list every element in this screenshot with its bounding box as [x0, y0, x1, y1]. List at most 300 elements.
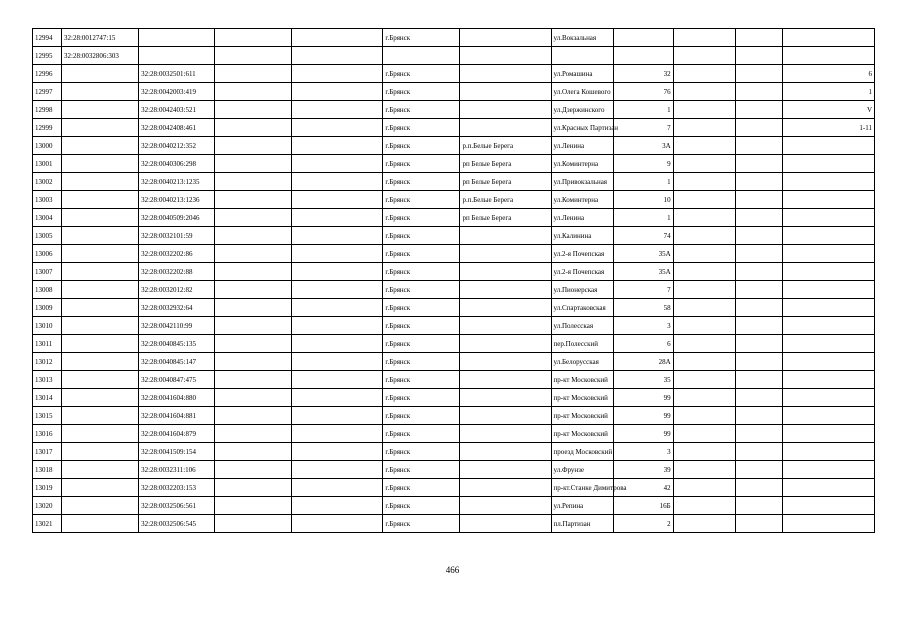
locality-cell: р.п.Белые Берега — [460, 137, 551, 155]
cadastral-number-a-cell — [62, 497, 139, 515]
empty-cell — [215, 461, 292, 479]
cadastral-number-a-cell — [62, 479, 139, 497]
house-number-cell: 99 — [613, 407, 673, 425]
cadastral-number-a-cell — [62, 191, 139, 209]
cadastral-number-a-cell — [62, 299, 139, 317]
empty-cell — [215, 29, 292, 47]
record-id-cell: 12997 — [33, 83, 62, 101]
cadastral-number-b-cell: 32:28:0032506:545 — [139, 515, 215, 533]
street-cell: пр-кт Московский — [551, 407, 613, 425]
empty-cell — [292, 443, 383, 461]
empty-cell — [215, 191, 292, 209]
street-cell: ул.Дзержинского — [551, 101, 613, 119]
empty-cell — [735, 209, 782, 227]
record-id-cell: 13000 — [33, 137, 62, 155]
house-number-cell: 1 — [613, 209, 673, 227]
record-id-cell: 13018 — [33, 461, 62, 479]
empty-cell — [292, 479, 383, 497]
record-id-cell: 13007 — [33, 263, 62, 281]
cadastral-number-b-cell: 32:28:0040306:298 — [139, 155, 215, 173]
locality-cell — [460, 443, 551, 461]
empty-cell — [292, 227, 383, 245]
cadastral-number-b-cell: 32:28:0042408:461 — [139, 119, 215, 137]
empty-cell — [673, 263, 735, 281]
locality-cell — [460, 497, 551, 515]
city-cell: г.Брянск — [383, 425, 460, 443]
record-id-cell: 13008 — [33, 281, 62, 299]
cadastral-number-a-cell: 32:28:0012747:15 — [62, 29, 139, 47]
cadastral-number-a-cell — [62, 317, 139, 335]
empty-cell — [292, 281, 383, 299]
empty-cell — [673, 443, 735, 461]
city-cell: г.Брянск — [383, 497, 460, 515]
table-row — [33, 191, 875, 209]
cadastral-number-a-cell — [62, 209, 139, 227]
building-cell — [782, 515, 874, 533]
cadastral-number-b-cell: 32:28:0032501:611 — [139, 65, 215, 83]
street-cell — [551, 47, 613, 65]
house-number-cell: 35А — [613, 263, 673, 281]
building-cell — [782, 371, 874, 389]
table-row — [33, 245, 875, 263]
empty-cell — [215, 209, 292, 227]
table-row — [33, 317, 875, 335]
city-cell: г.Брянск — [383, 173, 460, 191]
empty-cell — [673, 515, 735, 533]
empty-cell — [215, 47, 292, 65]
locality-cell — [460, 119, 551, 137]
city-cell: г.Брянск — [383, 281, 460, 299]
street-cell: ул.Привокзальная — [551, 173, 613, 191]
empty-cell — [735, 281, 782, 299]
city-cell: г.Брянск — [383, 119, 460, 137]
empty-cell — [735, 83, 782, 101]
empty-cell — [215, 83, 292, 101]
street-cell: проезд Московский — [551, 443, 613, 461]
table-row — [33, 227, 875, 245]
street-cell: пл.Партизан — [551, 515, 613, 533]
empty-cell — [292, 497, 383, 515]
empty-cell — [292, 299, 383, 317]
building-cell — [782, 425, 874, 443]
cadastral-number-b-cell: 32:28:0032012:82 — [139, 281, 215, 299]
cadastral-number-b-cell: 32:28:0032101:59 — [139, 227, 215, 245]
table-row — [33, 299, 875, 317]
street-cell: ул.Олега Кошевого — [551, 83, 613, 101]
empty-cell — [673, 281, 735, 299]
cadastral-number-a-cell — [62, 407, 139, 425]
cadastral-number-a-cell — [62, 281, 139, 299]
house-number-cell: 28А — [613, 353, 673, 371]
empty-cell — [215, 353, 292, 371]
empty-cell — [292, 65, 383, 83]
empty-cell — [292, 263, 383, 281]
building-cell — [782, 407, 874, 425]
city-cell: г.Брянск — [383, 515, 460, 533]
building-cell — [782, 209, 874, 227]
empty-cell — [735, 29, 782, 47]
house-number-cell: 3 — [613, 317, 673, 335]
record-id-cell: 13012 — [33, 353, 62, 371]
city-cell: г.Брянск — [383, 443, 460, 461]
street-cell: ул.Ромашина — [551, 65, 613, 83]
house-number-cell: 58 — [613, 299, 673, 317]
table-row — [33, 47, 875, 65]
table-row — [33, 173, 875, 191]
empty-cell — [735, 389, 782, 407]
cadastral-number-b-cell: 32:28:0040847:475 — [139, 371, 215, 389]
record-id-cell: 13009 — [33, 299, 62, 317]
empty-cell — [215, 497, 292, 515]
building-cell — [782, 29, 874, 47]
empty-cell — [673, 137, 735, 155]
cadastral-number-b-cell: 32:28:0040213:1236 — [139, 191, 215, 209]
table-row — [33, 425, 875, 443]
record-id-cell: 12994 — [33, 29, 62, 47]
city-cell: г.Брянск — [383, 335, 460, 353]
house-number-cell: 32 — [613, 65, 673, 83]
locality-cell — [460, 29, 551, 47]
city-cell: г.Брянск — [383, 29, 460, 47]
city-cell: г.Брянск — [383, 155, 460, 173]
record-id-cell: 13010 — [33, 317, 62, 335]
table-row — [33, 497, 875, 515]
building-cell — [782, 335, 874, 353]
city-cell: г.Брянск — [383, 479, 460, 497]
empty-cell — [735, 371, 782, 389]
cadastral-number-b-cell: 32:28:0042110:99 — [139, 317, 215, 335]
empty-cell — [292, 155, 383, 173]
locality-cell — [460, 425, 551, 443]
city-cell: г.Брянск — [383, 227, 460, 245]
cadastral-number-b-cell: 32:28:0040212:352 — [139, 137, 215, 155]
empty-cell — [735, 299, 782, 317]
empty-cell — [292, 407, 383, 425]
record-id-cell: 13017 — [33, 443, 62, 461]
empty-cell — [735, 137, 782, 155]
record-id-cell: 12999 — [33, 119, 62, 137]
house-number-cell: 7 — [613, 119, 673, 137]
empty-cell — [673, 65, 735, 83]
empty-cell — [673, 407, 735, 425]
table-row — [33, 209, 875, 227]
locality-cell — [460, 389, 551, 407]
record-id-cell: 13016 — [33, 425, 62, 443]
cadastral-number-b-cell: 32:28:0041604:879 — [139, 425, 215, 443]
street-cell: ул.Ленина — [551, 209, 613, 227]
record-id-cell: 13004 — [33, 209, 62, 227]
table-row — [33, 101, 875, 119]
locality-cell — [460, 353, 551, 371]
empty-cell — [735, 119, 782, 137]
house-number-cell: 99 — [613, 389, 673, 407]
cadastral-number-a-cell — [62, 389, 139, 407]
cadastral-number-a-cell — [62, 353, 139, 371]
empty-cell — [292, 335, 383, 353]
cadastral-number-a-cell — [62, 443, 139, 461]
record-id-cell: 12998 — [33, 101, 62, 119]
empty-cell — [735, 515, 782, 533]
record-id-cell: 13019 — [33, 479, 62, 497]
locality-cell — [460, 101, 551, 119]
empty-cell — [215, 389, 292, 407]
city-cell: г.Брянск — [383, 263, 460, 281]
empty-cell — [215, 155, 292, 173]
locality-cell — [460, 479, 551, 497]
empty-cell — [735, 227, 782, 245]
cadastral-number-a-cell — [62, 461, 139, 479]
record-id-cell: 13005 — [33, 227, 62, 245]
building-cell — [782, 461, 874, 479]
locality-cell — [460, 335, 551, 353]
building-cell — [782, 497, 874, 515]
empty-cell — [292, 353, 383, 371]
empty-cell — [735, 425, 782, 443]
cadastral-number-b-cell: 32:28:0032311:106 — [139, 461, 215, 479]
empty-cell — [215, 443, 292, 461]
house-number-cell: 7 — [613, 281, 673, 299]
street-cell: пер.Полесский — [551, 335, 613, 353]
cadastral-number-a-cell — [62, 101, 139, 119]
table-row — [33, 389, 875, 407]
locality-cell: рп Белые Берега — [460, 155, 551, 173]
cadastral-number-b-cell: 32:28:0032202:86 — [139, 245, 215, 263]
empty-cell — [673, 425, 735, 443]
record-id-cell: 13021 — [33, 515, 62, 533]
building-cell — [782, 353, 874, 371]
empty-cell — [292, 425, 383, 443]
table-row — [33, 515, 875, 533]
house-number-cell: 2 — [613, 515, 673, 533]
record-id-cell: 12996 — [33, 65, 62, 83]
empty-cell — [735, 317, 782, 335]
cadastral-number-a-cell — [62, 155, 139, 173]
cadastral-number-b-cell: 32:28:0040213:1235 — [139, 173, 215, 191]
city-cell: г.Брянск — [383, 371, 460, 389]
table-row — [33, 29, 875, 47]
house-number-cell: 76 — [613, 83, 673, 101]
record-id-cell: 12995 — [33, 47, 62, 65]
empty-cell — [735, 443, 782, 461]
city-cell: г.Брянск — [383, 299, 460, 317]
house-number-cell: 6 — [613, 335, 673, 353]
empty-cell — [735, 263, 782, 281]
city-cell: г.Брянск — [383, 137, 460, 155]
empty-cell — [735, 479, 782, 497]
house-number-cell: 1 — [613, 173, 673, 191]
city-cell: г.Брянск — [383, 65, 460, 83]
empty-cell — [673, 47, 735, 65]
empty-cell — [215, 65, 292, 83]
empty-cell — [215, 299, 292, 317]
street-cell: пр-кт Московский — [551, 389, 613, 407]
cadastral-number-a-cell — [62, 137, 139, 155]
street-cell: ул.Ленина — [551, 137, 613, 155]
house-number-cell: 10 — [613, 191, 673, 209]
empty-cell — [292, 191, 383, 209]
locality-cell — [460, 407, 551, 425]
city-cell: г.Брянск — [383, 191, 460, 209]
street-cell: пр-кт.Станке Димитрова — [551, 479, 613, 497]
city-cell: г.Брянск — [383, 209, 460, 227]
cadastral-number-a-cell — [62, 83, 139, 101]
house-number-cell: 35А — [613, 245, 673, 263]
street-cell: ул.Фрунзе — [551, 461, 613, 479]
city-cell: г.Брянск — [383, 461, 460, 479]
table-row — [33, 119, 875, 137]
empty-cell — [292, 317, 383, 335]
locality-cell: рп Белые Берега — [460, 173, 551, 191]
empty-cell — [735, 191, 782, 209]
building-cell — [782, 227, 874, 245]
house-number-cell: 42 — [613, 479, 673, 497]
empty-cell — [292, 101, 383, 119]
empty-cell — [215, 119, 292, 137]
empty-cell — [673, 173, 735, 191]
empty-cell — [735, 353, 782, 371]
cadastral-number-b-cell: 32:28:0032506:561 — [139, 497, 215, 515]
cadastral-number-a-cell — [62, 173, 139, 191]
record-id-cell: 13013 — [33, 371, 62, 389]
table-row — [33, 335, 875, 353]
empty-cell — [735, 407, 782, 425]
building-cell — [782, 155, 874, 173]
street-cell: ул.Репина — [551, 497, 613, 515]
building-cell — [782, 47, 874, 65]
house-number-cell: 9 — [613, 155, 673, 173]
city-cell — [383, 47, 460, 65]
table-row — [33, 353, 875, 371]
empty-cell — [215, 407, 292, 425]
street-cell: ул.Калинина — [551, 227, 613, 245]
cadastral-number-a-cell — [62, 119, 139, 137]
record-id-cell: 13006 — [33, 245, 62, 263]
city-cell: г.Брянск — [383, 83, 460, 101]
street-cell: ул.2-я Почепская — [551, 263, 613, 281]
empty-cell — [735, 461, 782, 479]
locality-cell — [460, 47, 551, 65]
cadastral-number-a-cell — [62, 335, 139, 353]
building-cell: V — [782, 101, 874, 119]
building-cell — [782, 137, 874, 155]
building-cell — [782, 299, 874, 317]
street-cell: ул.2-я Почепская — [551, 245, 613, 263]
empty-cell — [735, 173, 782, 191]
empty-cell — [673, 83, 735, 101]
empty-cell — [735, 155, 782, 173]
empty-cell — [292, 389, 383, 407]
cadastral-number-b-cell: 32:28:0032203:153 — [139, 479, 215, 497]
table-row — [33, 407, 875, 425]
empty-cell — [673, 497, 735, 515]
street-cell: ул.Пионерская — [551, 281, 613, 299]
cadastral-number-b-cell — [139, 29, 215, 47]
house-number-cell: 3А — [613, 137, 673, 155]
empty-cell — [735, 101, 782, 119]
record-id-cell: 13002 — [33, 173, 62, 191]
locality-cell — [460, 245, 551, 263]
house-number-cell: 99 — [613, 425, 673, 443]
table-row — [33, 155, 875, 173]
empty-cell — [215, 281, 292, 299]
street-cell: ул.Красных Партизан — [551, 119, 613, 137]
house-number-cell — [613, 29, 673, 47]
cadastral-number-b-cell: 32:28:0041604:880 — [139, 389, 215, 407]
city-cell: г.Брянск — [383, 353, 460, 371]
house-number-cell: 16Б — [613, 497, 673, 515]
empty-cell — [215, 425, 292, 443]
empty-cell — [673, 479, 735, 497]
locality-cell — [460, 263, 551, 281]
street-cell: пр-кт Московский — [551, 425, 613, 443]
cadastral-number-a-cell — [62, 425, 139, 443]
locality-cell — [460, 65, 551, 83]
cadastral-number-a-cell: 32:28:0032806:303 — [62, 47, 139, 65]
empty-cell — [292, 371, 383, 389]
empty-cell — [673, 371, 735, 389]
building-cell — [782, 191, 874, 209]
building-cell: 1 — [782, 83, 874, 101]
city-cell: г.Брянск — [383, 317, 460, 335]
cadastral-number-b-cell — [139, 47, 215, 65]
empty-cell — [673, 227, 735, 245]
cadastral-number-a-cell — [62, 515, 139, 533]
city-cell: г.Брянск — [383, 389, 460, 407]
empty-cell — [215, 317, 292, 335]
street-cell: ул.Белорусская — [551, 353, 613, 371]
street-cell: ул.Спартаковская — [551, 299, 613, 317]
street-cell: ул.Коминтерна — [551, 155, 613, 173]
locality-cell — [460, 371, 551, 389]
locality-cell — [460, 317, 551, 335]
locality-cell — [460, 227, 551, 245]
table-row — [33, 443, 875, 461]
empty-cell — [292, 137, 383, 155]
house-number-cell — [613, 47, 673, 65]
locality-cell: р.п.Белые Берега — [460, 191, 551, 209]
page-number: 466 — [445, 565, 460, 575]
cadastral-number-a-cell — [62, 65, 139, 83]
empty-cell — [673, 209, 735, 227]
building-cell: 6 — [782, 65, 874, 83]
record-id-cell: 13001 — [33, 155, 62, 173]
empty-cell — [215, 173, 292, 191]
house-number-cell: 74 — [613, 227, 673, 245]
empty-cell — [215, 227, 292, 245]
cadastral-number-b-cell: 32:28:0032202:88 — [139, 263, 215, 281]
street-cell: пр-кт Московский — [551, 371, 613, 389]
empty-cell — [673, 335, 735, 353]
empty-cell — [215, 479, 292, 497]
table-row — [33, 65, 875, 83]
street-cell: ул.Коминтерна — [551, 191, 613, 209]
building-cell — [782, 263, 874, 281]
empty-cell — [215, 245, 292, 263]
record-id-cell: 13003 — [33, 191, 62, 209]
empty-cell — [735, 245, 782, 263]
empty-cell — [735, 65, 782, 83]
empty-cell — [215, 371, 292, 389]
record-id-cell: 13011 — [33, 335, 62, 353]
empty-cell — [673, 191, 735, 209]
cadastral-number-b-cell: 32:28:0040845:147 — [139, 353, 215, 371]
city-cell: г.Брянск — [383, 101, 460, 119]
empty-cell — [215, 137, 292, 155]
empty-cell — [292, 515, 383, 533]
table-row — [33, 281, 875, 299]
locality-cell — [460, 281, 551, 299]
street-cell: ул.Полесская — [551, 317, 613, 335]
